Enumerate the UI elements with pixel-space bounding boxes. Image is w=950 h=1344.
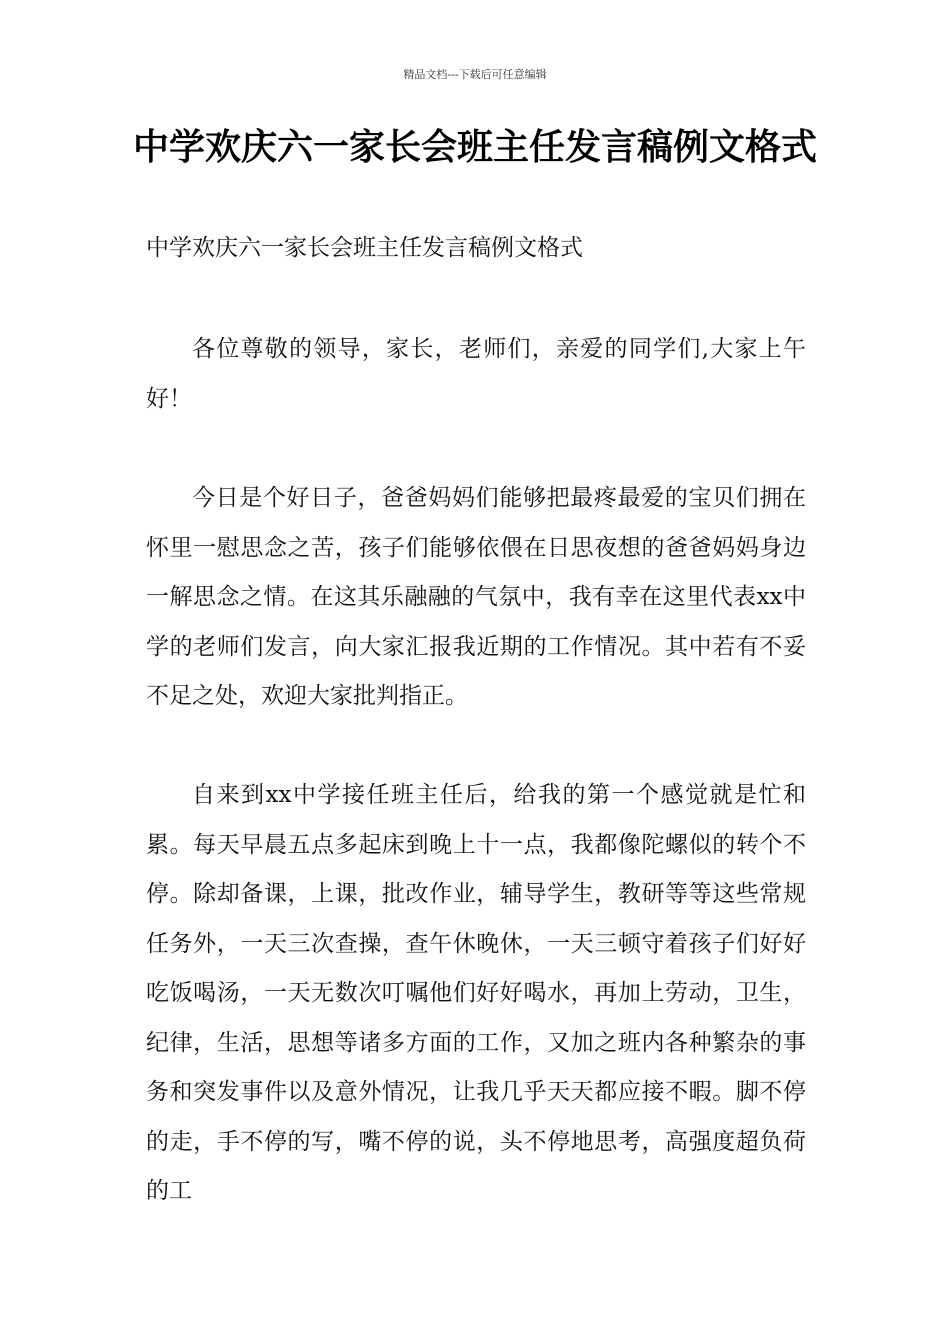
document-subtitle: 中学欢庆六一家长会班主任发言稿例文格式 (146, 235, 583, 261)
paragraph-opening: 今日是个好日子，爸爸妈妈们能够把最疼最爱的宝贝们拥在怀里一慰思念之苦，孩子们能够依偎在日思夜想的爸爸妈妈身边一解思念之情。在这其乐融融的气氛中，我有幸在这里代表xx中学的老师们发言，向大家汇报我近期的工作情况。其中若有不妥不足之处，欢迎大家批判指正。 (146, 485, 806, 709)
header-note: 精品文档---下载后可任意编辑 (403, 68, 547, 81)
paragraph-greeting: 各位尊敬的领导，家长，老师们，亲爱的同学们,大家上午好！ (146, 336, 806, 412)
document-title: 中学欢庆六一家长会班主任发言稿例文格式 (132, 127, 817, 168)
paragraph-work: 自来到xx中学接任班主任后，给我的第一个感觉就是忙和累。每天早晨五点多起床到晚上十一点，我都像陀螺似的转个不停。除却备课，上课，批改作业，辅导学生，教研等等这些常规任务外，一天三次查操，查午休晚休，一天三顿守着孩子们好好吃饭喝汤，一天无数次叮嘱他们好好喝水，再加上劳动，卫生，纪律，生活，思想等诸多方面的工作，又加之班内各种繁杂的事务和突发事件以及意外情况，让我几乎天天都应接不暇。脚不停的走，手不停的写，嘴不停的说，头不停地思考，高强度超负荷的工 (146, 782, 806, 1204)
